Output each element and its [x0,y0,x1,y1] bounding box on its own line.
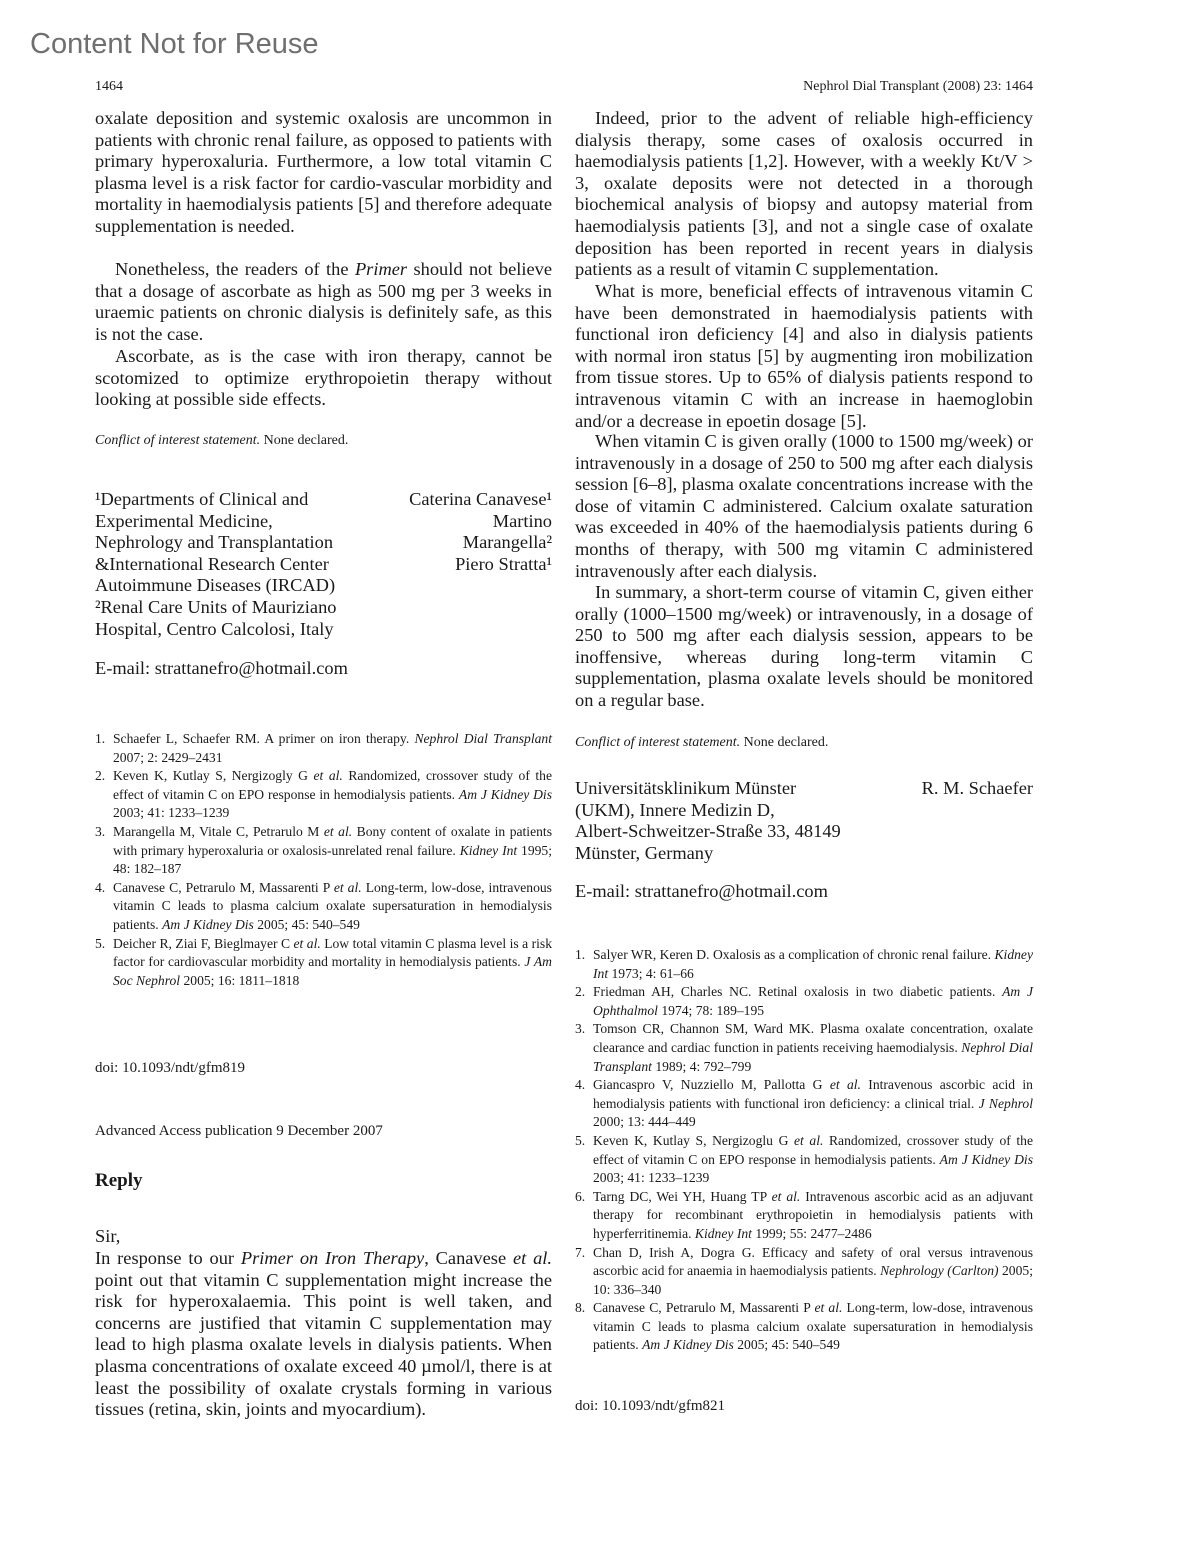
text-run: should not believe that a dosage of ascorbate as high as 500 mg per 3 weeks in uraemic patients on chronic dialysis is definitely safe, as this is not the case. [95,259,552,344]
text-line: Nephrology and Transplantation [95,532,334,553]
reference-text [593,1299,1033,1355]
reference-number: 2. [575,984,586,1000]
reference-run: 2005; 16: 1811–1818 [180,972,300,988]
reference-item [575,1244,1033,1300]
reference-text [113,879,552,935]
reference-italic-run: Am J Ophthalmol [593,984,1033,1018]
text-line: Marangella² [462,532,552,553]
text-line: Caterina Canavese¹ [409,489,552,509]
right-author: R. M. Schaefer [921,778,1033,798]
text-line: Piero Stratta¹ [455,553,552,574]
text-line: Martino [492,510,552,531]
reference-run: Long-term, low-dose, intravenous vitamin C leads to plasma calcium oxalate supersaturation in hemodialysis patients. [113,879,552,932]
reference-number: 6. [575,1188,586,1204]
reference-run: Canavese C, Petrarulo M, Massarenti P [593,1300,815,1316]
reference-number: 1. [95,731,106,746]
reference-text [593,1132,1033,1188]
left-doi: doi: 10.1093/ndt/gfm819 [95,1060,245,1076]
reference-run: Long-term, low-dose, intravenous vitamin C leads to plasma calcium oxalate supersaturation in hemodialysis patients. [593,1300,1033,1353]
reference-number: 5. [95,935,106,951]
reference-run: 1995; 48: 182–187 [113,842,552,877]
reference-item [575,1188,1033,1244]
right-affiliation-block [575,778,1033,864]
right-paragraph-3: When vitamin C is given orally (1000 to 1500 mg/week) or intravenously in a dosage of 250 to 500 mg after each dialysis session [6–8], plasma oxalate concentrations increase with the dose of vitamin C administered. Calcium oxalate saturation was exceeded in 40% of the haemodialysis patients during 6 months of therapy, with 500 mg vitamin C administered intravenously after each dialysis. [575,431,1033,581]
text-run-italic: Primer [354,259,408,279]
reference-run: Low total vitamin C plasma level is a risk factor for cardiovascular morbidity and mortality in hemodialysis patients. [113,935,552,970]
reply-paragraph-1 [95,1248,552,1421]
text-line: Hospital, Centro Calcolosi, Italy [95,618,334,639]
text-line: &International Research Center [95,553,329,574]
reference-italic-run: et al. [313,768,343,784]
reference-number: 5. [575,1132,586,1148]
text-line: Universitätsklinikum Münster [575,778,797,798]
reference-italic-run: Am J Kidney Dis [162,916,254,932]
reference-run: 2000; 13: 444–449 [593,1114,696,1130]
reference-item [95,823,552,879]
reference-italic-run: Nephrol Dial Transplant [414,731,552,746]
left-paragraph-2 [95,259,552,345]
reference-run: 1973; 4: 61–66 [608,965,694,981]
reference-text [113,935,552,991]
reference-number: 8. [575,1300,586,1316]
reference-text [113,767,552,823]
text-run-italic: et al. [512,1248,552,1268]
right-paragraph-1: Indeed, prior to the advent of reliable high-efficiency dialysis therapy, some cases of oxalosis occurred in haemodialysis patients [1,2]. However, with a weekly Kt/V > 3, oxalate deposits were not detected in a thorough biochemical analysis of biopsy and autopsy material from haemodialysis patients [3], and not a single case of oxalate deposition has been reported in recent years in dialysis patients as a result of vitamin C supplementation. [575,108,1033,280]
reference-run: Tomson CR, Channon SM, Ward MK. Plasma oxalate concentration, oxalate clearance and cardiac function in patients receiving haemodialysis. [593,1021,1033,1055]
conflict-text: None declared. [260,433,349,448]
reference-run: 2007; 2: 2429–2431 [113,749,223,765]
reference-run: Keven K, Kutlay S, Nergizoglu G [593,1132,794,1148]
left-authors [409,489,552,640]
left-affiliation-block [95,489,552,640]
right-column [575,108,1033,1418]
reference-run: Marangella M, Vitale C, Petrarulo M [113,823,324,839]
conflict-label: Conflict of interest statement. [95,433,261,448]
reference-run: Salyer WR, Keren D. Oxalosis as a complication of chronic renal failure. [593,947,995,962]
right-paragraph-4: In summary, a short-term course of vitamin C, given either orally (1000–1500 mg/week) or intravenously, in a dosage of 250 to 500 mg after each dialysis session, appears to be inoffensive, whereas during long-term vitamin C supplementation, plasma oxalate levels should be monitored on a regular base. [575,582,1033,710]
conflict-label: Conflict of interest statement. [575,735,741,750]
text-run: In response to our [95,1248,241,1268]
reference-text [593,1188,1033,1244]
reference-italic-run: J Nephrol [978,1095,1033,1111]
reference-item [575,1020,1033,1076]
reference-italic-run: et al. [293,935,321,951]
advance-access-note: Advanced Access publication 9 December 2007 [95,1123,383,1139]
reference-run: 2003; 41: 1233–1239 [113,805,230,821]
running-head: Nephrol Dial Transplant (2008) 23: 1464 [803,79,1033,94]
reference-item [575,1132,1033,1188]
left-affiliation [95,489,385,640]
reference-italic-run: et al. [771,1188,801,1204]
reference-italic-run: Nephrol Dial Transplant [593,1039,1033,1074]
reference-italic-run: et al. [333,879,362,895]
text-run: , Canavese [424,1248,513,1268]
reference-run: Randomized, crossover study of the effect of vitamin C on EPO response in hemodialysis patients. [113,768,553,802]
reference-item [95,730,552,767]
text-run: Nonetheless, the readers of the [115,259,355,279]
reference-run: Schaefer L, Schaefer RM. A primer on iron therapy. [113,731,415,746]
reference-text [593,1244,1033,1300]
text-line: ¹Departments of Clinical and [95,489,309,509]
reference-run: Bony content of oxalate in patients with primary hyperoxaluria or oxalosis-unrelated renal failure. [113,823,552,858]
watermark-text: Content Not for Reuse [30,28,319,60]
right-reference-list [575,946,1033,1355]
salutation: Sir, [95,1226,121,1246]
reference-run: 2003; 41: 1233–1239 [593,1170,710,1186]
reference-run: Randomized, crossover study of the effect of vitamin C on EPO response in hemodialysis patients. [593,1132,1033,1167]
reference-text [113,823,552,879]
reference-run: Chan D, Irish A, Dogra G. Efficacy and safety of oral versus intravenous ascorbic acid for anaemia in haemodialysis patients. [593,1244,1033,1279]
left-column [95,108,552,1418]
reference-run: 2005; 10: 336–340 [593,1263,1033,1297]
reference-italic-run: et al. [829,1077,861,1093]
text-line: Münster, Germany [575,842,714,863]
reference-text [593,983,1033,1020]
reference-italic-run: Kidney Int [459,842,518,858]
text-line: Experimental Medicine, [95,510,273,531]
reference-item [575,946,1033,983]
reference-italic-run: Am J Kidney Dis [939,1151,1033,1167]
reference-italic-run: Am J Kidney Dis [458,786,552,802]
reference-run: 1999; 55: 2477–2486 [751,1225,872,1241]
reference-run: Friedman AH, Charles NC. Retinal oxalosis in two diabetic patients. [593,984,1003,1000]
text-line: Autoimmune Diseases (IRCAD) [95,575,336,596]
reference-item [95,935,552,991]
reference-item [575,1299,1033,1355]
reference-number: 7. [575,1244,586,1260]
reference-run: Keven K, Kutlay S, Nergizogly G [113,768,314,784]
reference-run: Intravenous ascorbic acid in hemodialysis patients with functional iron deficiency: a clinical trial. [593,1077,1033,1111]
right-conflict-statement [575,735,1033,751]
reference-run: 1974; 78: 189–195 [657,1002,765,1018]
left-paragraph-1: oxalate deposition and systemic oxalosis are uncommon in patients with chronic renal failure, as opposed to patients with primary hyperoxaluria. Furthermore, a low total vitamin C plasma level is a risk factor for cardio-vascular morbidity and mortality in haemodialysis patients [5] and therefore adequate supplementation is needed. [95,108,552,236]
reference-run: Giancaspro V, Nuzziello M, Pallotta G [593,1077,830,1093]
reference-item [575,1076,1033,1132]
right-doi: doi: 10.1093/ndt/gfm821 [575,1398,725,1414]
reference-number: 4. [95,879,106,895]
reference-text [113,730,552,767]
reference-number: 2. [95,768,106,784]
reference-run: Canavese C, Petrarulo M, Massarenti P [113,879,334,895]
reference-italic-run: et al. [323,823,353,839]
reference-number: 3. [575,1021,586,1037]
left-reference-list [95,730,552,990]
text-run-italic: Primer on Iron Therapy [240,1248,425,1268]
reference-text [593,1020,1033,1076]
text-line: ²Renal Care Units of Mauriziano [95,596,337,617]
left-paragraph-3: Ascorbate, as is the case with iron therapy, cannot be scotomized to optimize erythropoietin therapy without looking at possible side effects. [95,346,552,410]
reference-text [593,946,1033,983]
reference-run: 2005; 45: 540–549 [733,1337,840,1353]
reference-item [95,879,552,935]
reference-run: Tarng DC, Wei YH, Huang TP [593,1188,772,1204]
reply-heading: Reply [95,1170,143,1191]
reference-italic-run: Am J Kidney Dis [642,1337,734,1353]
reference-italic-run: Kidney Int [694,1225,752,1241]
reference-italic-run: et al. [794,1132,824,1148]
reference-text [593,1076,1033,1132]
conflict-text: None declared. [740,735,829,750]
reference-item [575,983,1033,1020]
reference-number: 3. [95,823,106,839]
left-conflict-statement [95,433,552,449]
text-line: Albert-Schweitzer-Straße 33, 48149 [575,821,841,842]
reference-item [95,767,552,823]
right-affiliation [575,778,875,864]
reference-run: Intravenous ascorbic acid as an adjuvant therapy for recombinant erythropoietin in hemodialysis patients with hyperferritinemia. [593,1188,1033,1241]
reference-run: Deicher R, Ziai F, Bieglmayer C [113,935,294,951]
reference-run: 2005; 45: 540–549 [253,916,360,932]
reference-run: 1989; 4: 792–799 [651,1058,752,1074]
reference-italic-run: Nephrology (Carlton) [880,1263,999,1279]
reference-italic-run: Kidney Int [593,947,1033,981]
right-paragraph-2: What is more, beneficial effects of intravenous vitamin C have been demonstrated in haemodialysis patients with functional iron deficiency [4] and also in dialysis patients with normal iron status [5] by augmenting iron mobilization from tissue stores. Up to 65% of dialysis patients respond to intravenous vitamin C with an increase in haemoglobin and/or a decrease in epoetin dosage [5]. [575,281,1033,431]
text-run: point out that vitamin C supplementation might increase the risk for hyperoxalaemia. This point is well taken, and concerns are justified that vitamin C supplementation may lead to high plasma oxalate levels in dialysis patients. When plasma concentrations of oxalate exceed 40 µmol/l, there is at least the possibility of oxalate crystals forming in various tissues (retina, skin, joints and myocardium). [95,1269,552,1420]
text-line: (UKM), Innere Medizin D, [575,799,775,820]
reference-number: 4. [575,1077,586,1093]
right-email: E-mail: strattanefro@hotmail.com [575,881,828,901]
reference-italic-run: et al. [814,1300,843,1316]
page-number: 1464 [95,79,123,94]
left-email: E-mail: strattanefro@hotmail.com [95,658,348,678]
reference-italic-run: J Am Soc Nephrol [113,954,552,988]
reference-number: 1. [575,947,586,962]
